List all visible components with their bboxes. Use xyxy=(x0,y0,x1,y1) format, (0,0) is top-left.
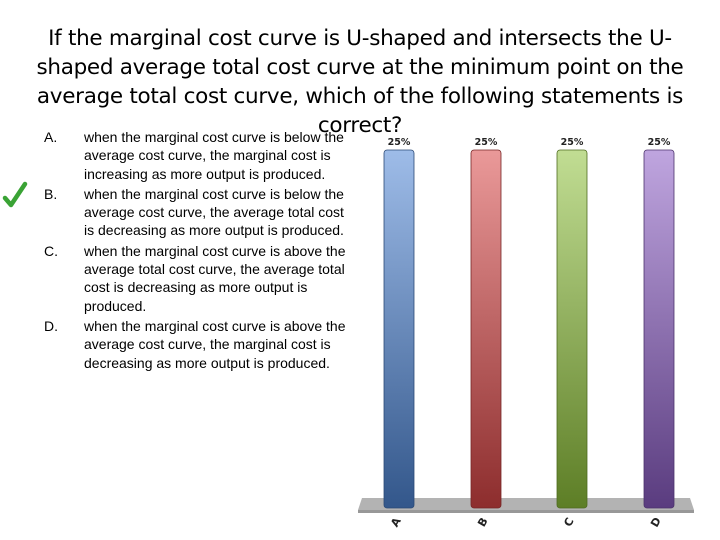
option-text: when the marginal cost curve is below the average cost curve, the average total cost is decreasing as more output is produced. xyxy=(84,185,344,239)
category-tick-label: C xyxy=(561,515,577,529)
bar-value-label: 25% xyxy=(560,137,584,148)
option-text: when the marginal cost curve is above the average cost curve, the marginal cost is decreasing as more output is produced. xyxy=(84,317,346,371)
category-tick-label: A xyxy=(388,515,404,530)
option-letter: B. xyxy=(44,185,58,202)
bar-a xyxy=(384,150,414,508)
option-letter: A. xyxy=(44,129,58,145)
chart-floor-edge xyxy=(358,510,694,513)
bar-c xyxy=(557,150,587,508)
option-text: when the marginal cost curve is below the average cost curve, the marginal cost is increasing as more output is produced. xyxy=(84,129,344,182)
bar-d xyxy=(644,150,674,508)
option-letter: D. xyxy=(44,317,58,334)
bar-value-label: 25% xyxy=(474,137,498,148)
category-tick-label: B xyxy=(475,515,491,530)
bar-value-label: 25% xyxy=(647,137,671,148)
bar-value-label: 25% xyxy=(387,137,411,148)
question-text: If the marginal cost curve is U-shaped and intersects the U-shaped average total cost curve at the minimum point on the average total cost curve, which of the following statements is correct? xyxy=(36,26,684,138)
category-tick-label: D xyxy=(648,515,664,530)
option-letter: C. xyxy=(44,242,58,259)
chart-labels xyxy=(388,137,671,529)
option-text: when the marginal cost curve is above the average total cost curve, the average total cost is decreasing as more output is produced. xyxy=(84,242,346,314)
chart-bars xyxy=(384,150,674,508)
bar-b xyxy=(471,150,501,508)
